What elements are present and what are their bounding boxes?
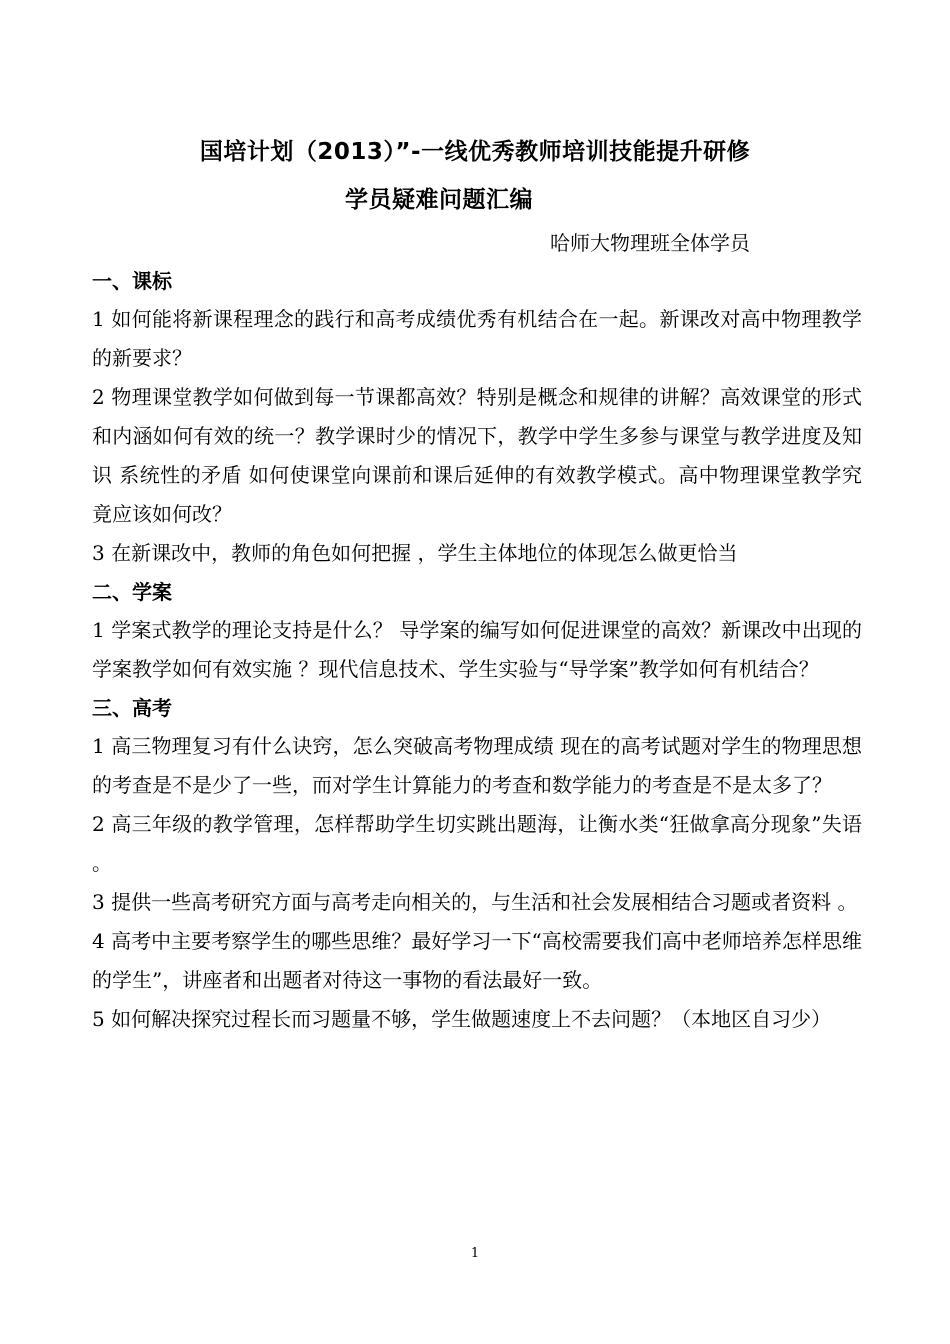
section-heading-college-exam: 三、高考: [92, 696, 172, 720]
question-item: 2 高三年级的教学管理，怎样帮助学生切实跳出题海，让衡水类“狂做拿高分现象”失语 。: [92, 812, 862, 875]
question-item: 1 学案式教学的理论支持是什么？ 导学案的编写如何促进课堂的高效？新课改中出现的学案教学如何有效实施 ？现代信息技术、学生实验与“导学案”教学如何有机结合？: [92, 618, 862, 681]
section-heading-study-guide: 二、学案: [92, 580, 172, 604]
question-item: 3 在新课改中，教师的角色如何把握 ，学生主体地位的体现怎么做更恰当: [92, 541, 738, 565]
question-item: 2 物理课堂教学如何做到每一节课都高效？特别是概念和规律的讲解？高效课堂的形式和内涵如何有效的统一？教学课时少的情况下，教学中学生多参与课堂与教学进度及知识 系统性的矛盾 如何使课堂向课前和课后延伸的有效教学模式。高中物理课堂教学究竟应该如何改？: [92, 385, 862, 526]
question-item: 1 如何能将新课程理念的践行和高考成绩优秀有机结合在一起。新课改对高中物理教学的新要求？: [92, 307, 862, 370]
document-body: [92, 262, 862, 1039]
page-number: 1: [470, 1246, 480, 1261]
question-item: 5 如何解决探究过程长而习题量不够，学生做题速度上不去问题？（本地区自习少）: [92, 1007, 832, 1031]
document-subtitle: 学员疑难问题汇编: [345, 187, 533, 213]
question-item: 4 高考中主要考察学生的哪些思维？最好学习一下“高校需要我们高中老师培养怎样思维的学生”，讲座者和出题者对待这一事物的看法最好一致。: [92, 929, 862, 992]
question-item: 3 提供一些高考研究方面与高考走向相关的，与生活和社会发展相结合习题或者资料 。: [92, 890, 858, 914]
document-title: 国培计划（2013）”-一线优秀教师培训技能提升研修: [199, 139, 751, 165]
section-heading-curriculum: 一、课标: [92, 269, 172, 293]
document-author: 哈师大物理班全体学员: [550, 231, 750, 255]
question-item: 1 高三物理复习有什么诀窍，怎么突破高考物理成绩 现在的高考试题对学生的物理思想的考查是不是少了一些，而对学生计算能力的考查和数学能力的考查是不是太多了？: [92, 734, 862, 797]
